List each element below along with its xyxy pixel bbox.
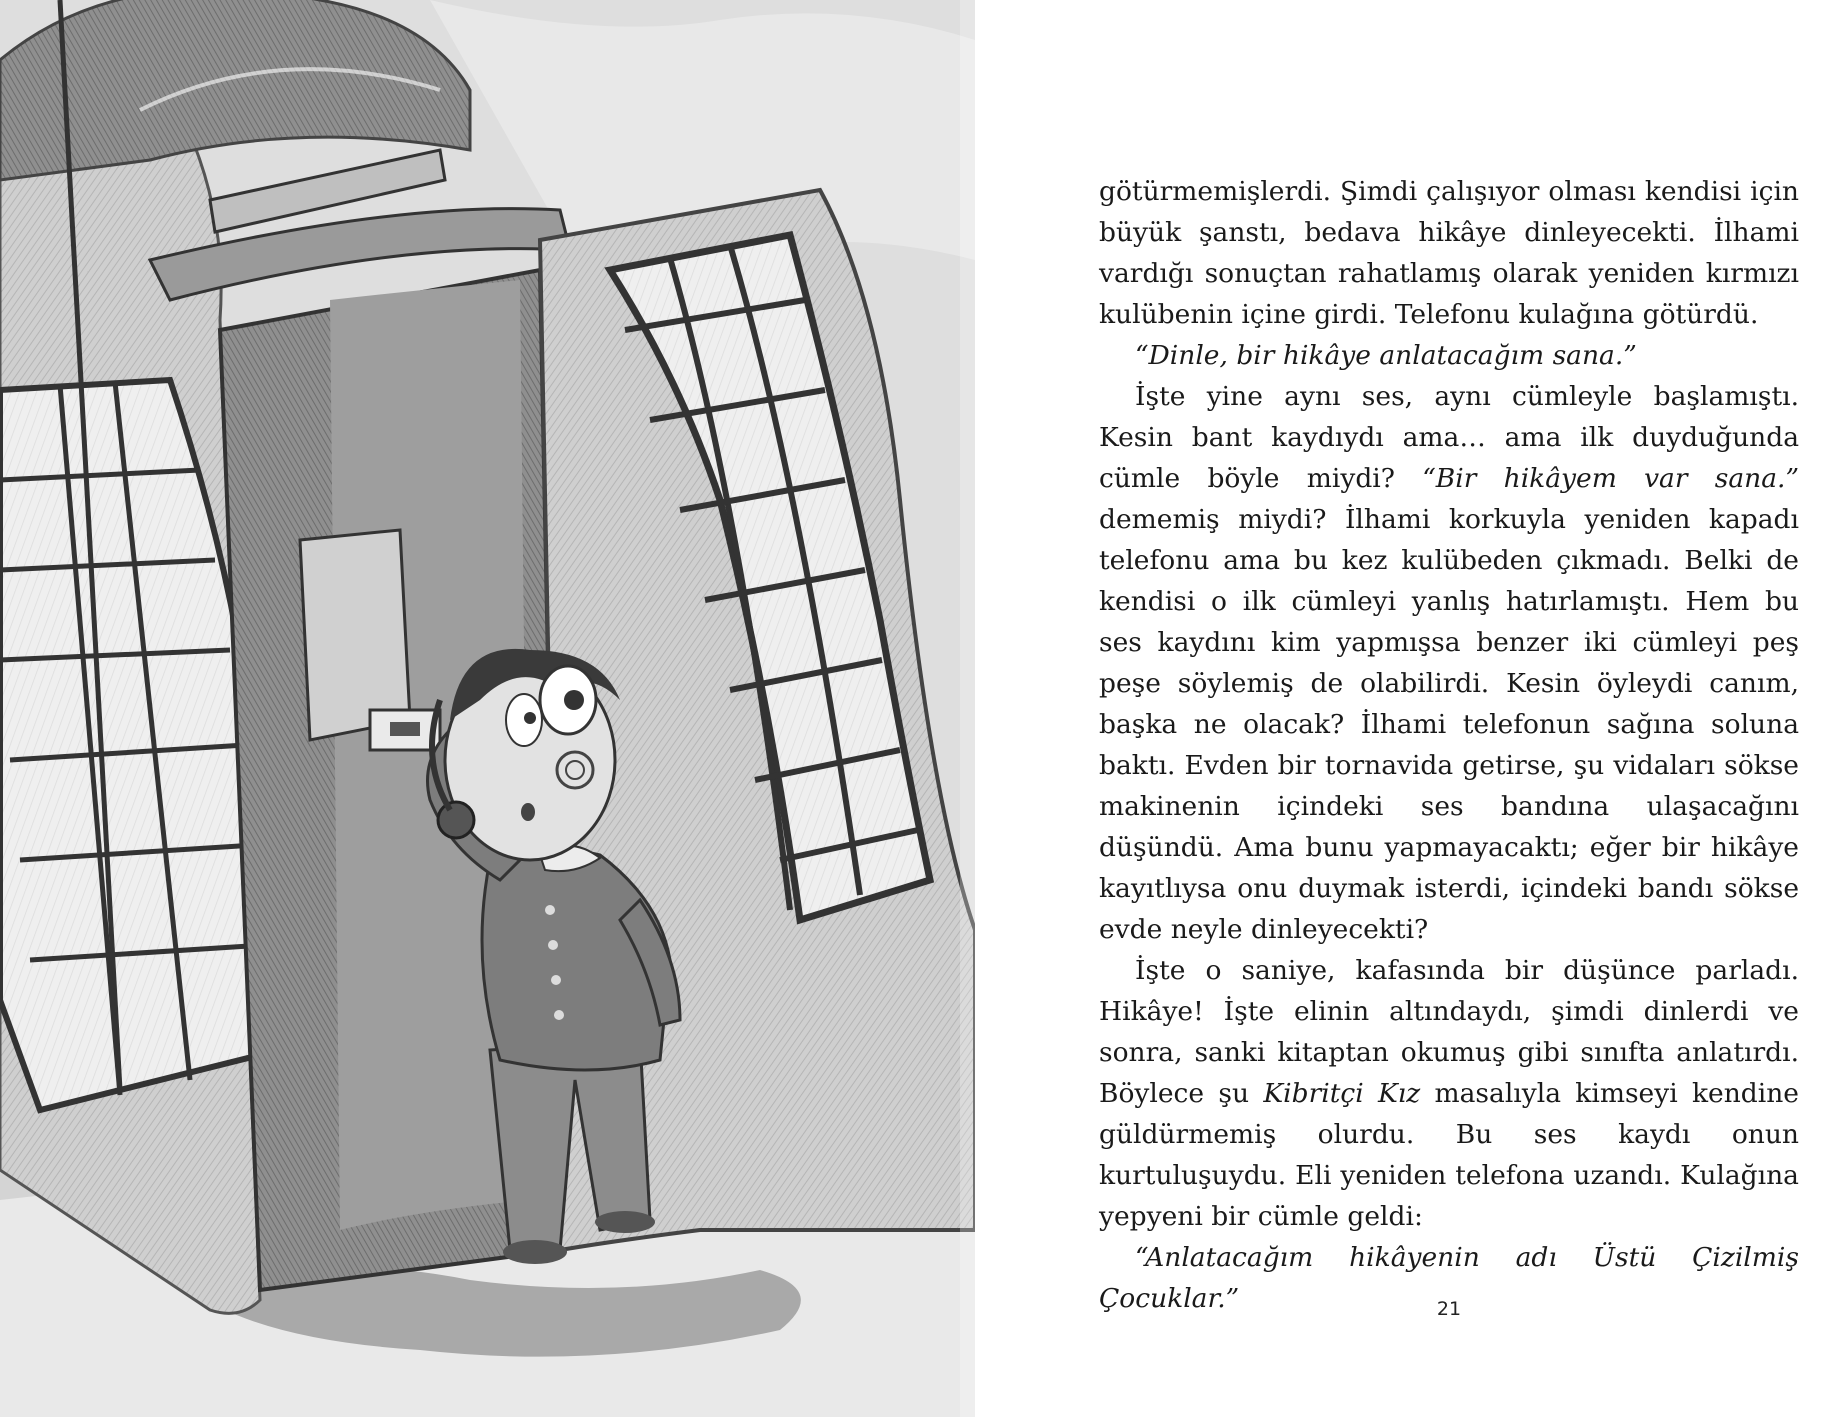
paragraph [1099,171,1799,335]
paragraph [1099,376,1799,950]
paragraph-dialogue [1099,335,1799,376]
text-page [975,0,1843,1417]
paragraph [1099,950,1799,1237]
text-segment: masalıyla kimseyi kendine güldürmemiş olurdu. Bu ses kaydı onun kurtuluşuydu. Eli yeniden telefona uzandı. Kulağına yepyeni bir cümle geldi: [1099,1078,1799,1232]
body-text [1099,171,1799,1319]
text-segment: İşte yine aynı ses, aynı cümleyle başlamıştı. Kesin bant kaydıydı ama… ama ilk duyduğunda cümle böyle miydi? [1099,381,1799,494]
text-segment: İşte o saniye, kafasında bir düşünce parladı. Hikâye! İşte elinin altındaydı, şimdi dinlerdi ve sonra, sanki kitaptan okumuş gibi sınıfta anlatırdı. Böylece şu [1099,955,1799,1109]
text-segment: dememiş miydi? İlhami korkuyla yeniden kapadı telefonu ama bu kez kulübeden çıkmadı. Belki de kendisi o ilk cümleyi yanlış hatırlamıştı. Hem bu ses kaydını kim yapmışsa benzer iki cümleyi peş peşe söylemiş de olabilirdi. Kesin öyleydi canım, başka ne olacak? İlhami telefonun sağına soluna baktı. Evden bir tornavida getirse, şu vidaları sökse makinenin içindeki ses bandına ulaşacağını düşündü. Ama bunu yapmayacaktı; eğer bir hikâye kayıtlıysa onu duymak isterdi, içindeki bandı sökse evde neyle dinleyecekti? [1099,504,1799,945]
text-segment: “Dinle, bir hikâye anlatacağım sana.” [1135,340,1637,371]
text-segment-italic: Kibritçi Kız [1263,1078,1421,1109]
page-number: 21 [1436,1298,1462,1320]
text-segment-italic: “Bir hikâyem var sana.” [1422,463,1799,494]
text-segment: götürmemişlerdi. Şimdi çalışıyor olması kendisi için büyük şanstı, bedava hikâye dinleyecekti. İlhami vardığı sonuçtan rahatlamış olarak yeniden kırmızı kulübenin içine girdi. Telefonu kulağına götürdü. [1099,176,1799,330]
text-segment: “Anlatacağım hikâyenin adı Üstü Çizilmiş Çocuklar.” [1099,1242,1799,1314]
